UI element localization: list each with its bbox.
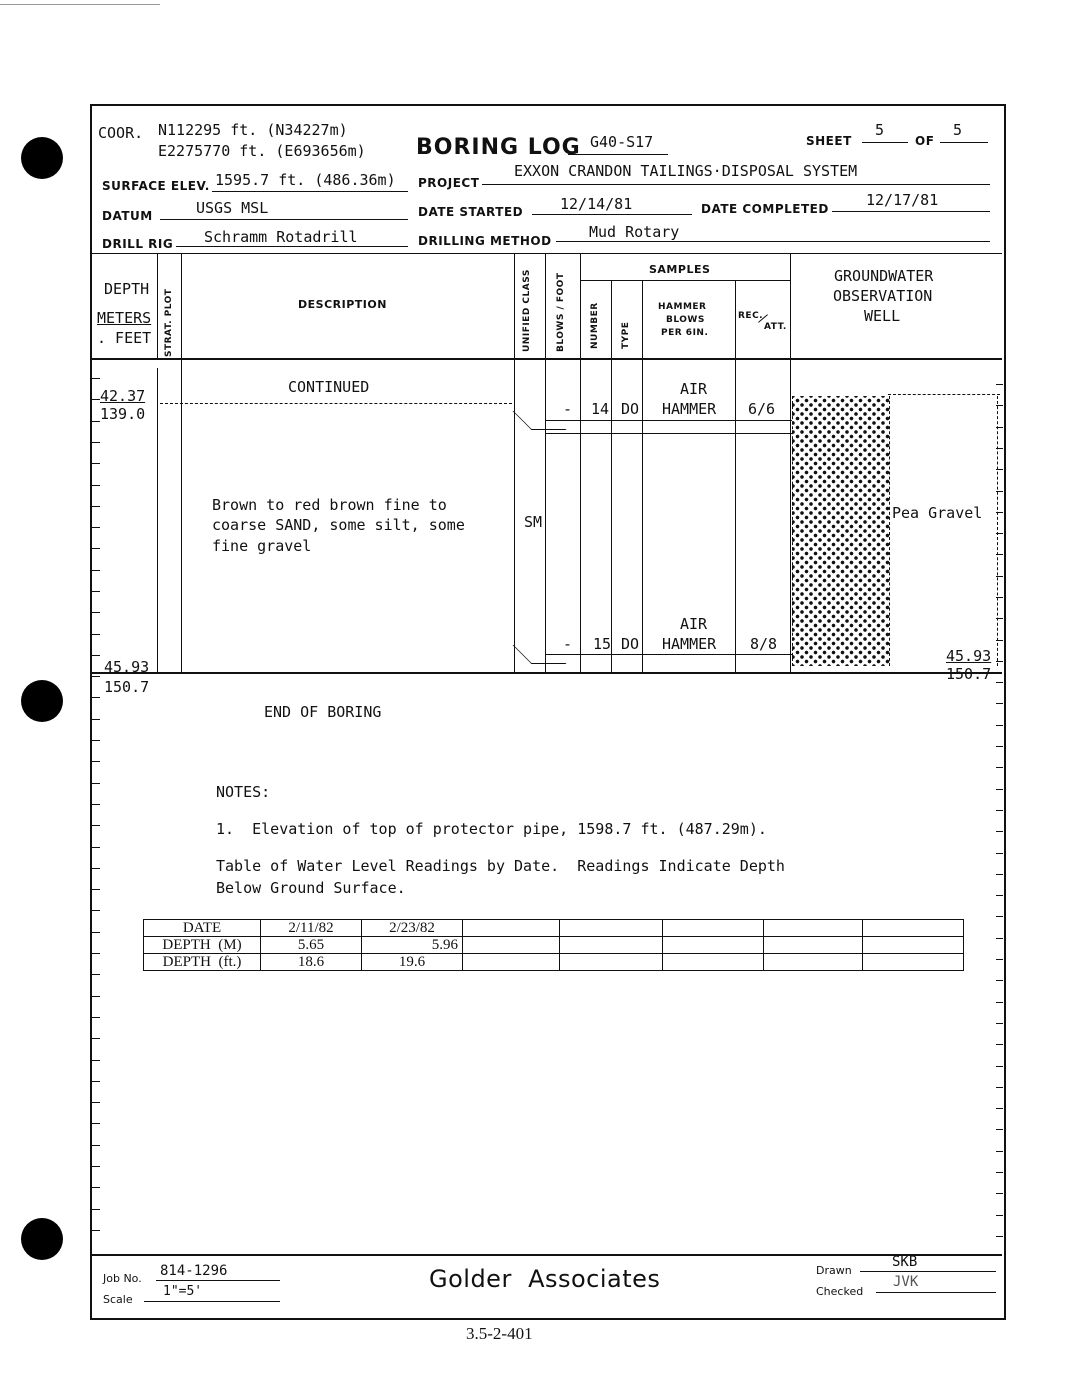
project-value: EXXON CRANDON TAILINGS·DISPOSAL SYSTEM: [514, 162, 858, 180]
description-line-2: coarse SAND, some silt, some: [212, 516, 465, 534]
sample-15-top-line: [545, 654, 792, 655]
depth-tick-right: [996, 938, 1003, 939]
depth-tick: [91, 1123, 100, 1124]
depth-tick: [91, 399, 100, 400]
sample-14-blows: -: [563, 400, 573, 418]
depth-tick-right: [996, 1023, 1003, 1024]
depth-tick-right: [996, 597, 1003, 598]
depth-tick-right: [996, 618, 1003, 619]
depth-tick: [91, 634, 100, 635]
col-groundwater-1: GROUNDWATER: [834, 267, 934, 285]
depth-tick-right: [996, 1236, 1003, 1237]
depth-tick: [91, 1209, 100, 1210]
depth-bottom-feet-right: 150.7: [946, 665, 992, 683]
depth-tick: [91, 868, 100, 869]
sample-14-hammer-1: AIR: [680, 380, 708, 398]
depth-tick: [91, 485, 100, 486]
depth-tick: [91, 719, 100, 720]
depth-tick-right: [996, 427, 1003, 428]
empty-cell: [560, 954, 663, 971]
col-line-type: [642, 280, 643, 672]
date-2: 2/23/82: [362, 920, 463, 937]
well-right-line: [997, 396, 998, 666]
sample-14-top-line: [545, 420, 792, 421]
checked-value: JVK: [893, 1274, 919, 1290]
coor-label: COOR.: [98, 124, 144, 142]
project-underline: [482, 184, 990, 185]
depth-tick-right: [996, 1002, 1003, 1003]
checked-label: Checked: [816, 1285, 864, 1298]
col-description: DESCRIPTION: [298, 298, 387, 311]
depth-tick: [91, 591, 100, 592]
scale-label: Scale: [103, 1293, 133, 1306]
footer-divider: [91, 1254, 1002, 1256]
depth-tick: [91, 761, 100, 762]
col-line-unified: [545, 254, 546, 672]
sample-15-blows: -: [563, 635, 573, 653]
drill-rig-label: DRILL RIG: [102, 237, 174, 251]
job-no-underline: [156, 1280, 280, 1281]
water-level-table: [143, 919, 964, 971]
sample-15-rec-att: 8/8: [750, 635, 778, 653]
job-no-label: Job No.: [103, 1272, 142, 1285]
date-started-value: 12/14/81: [560, 195, 633, 213]
col-blows-foot: BLOWS / FOOT: [556, 272, 566, 352]
depth-tick: [91, 1038, 100, 1039]
surface-elev-label: SURFACE ELEV.: [102, 179, 210, 193]
empty-cell: [764, 954, 863, 971]
depth-m-2: 5.96: [362, 937, 463, 954]
drawn-underline: [860, 1271, 996, 1272]
empty-cell: [663, 920, 764, 937]
row-label-depth-m: DEPTH (M): [144, 937, 261, 954]
col-unified-class: UNIFIED CLASS: [522, 269, 532, 352]
depth-tick: [91, 421, 100, 422]
empty-cell: [764, 920, 863, 937]
depth-tick-right: [996, 469, 1003, 470]
depth-tick-right: [996, 703, 1003, 704]
col-rec: REC.: [738, 311, 764, 321]
layer-boundary-dashed: [160, 403, 512, 404]
depth-m-1: 5.65: [261, 937, 362, 954]
well-top-dashed: [888, 394, 1000, 395]
depth-tick: [91, 548, 100, 549]
col-line-number: [611, 280, 612, 672]
depth-tick-right: [996, 1193, 1003, 1194]
depth-tick-right: [996, 853, 1003, 854]
depth-tick-right: [996, 640, 1003, 641]
sheet-number: 5: [875, 121, 885, 139]
depth-tick-right: [996, 1066, 1003, 1067]
depth-tick-right: [996, 725, 1003, 726]
unified-class-value: SM: [524, 513, 543, 531]
well-fill-label: Pea Gravel: [892, 504, 983, 522]
date-completed-label: DATE COMPLETED: [701, 202, 829, 216]
table-intro-1: Table of Water Level Readings by Date. Readings Indicate Depth: [216, 857, 785, 875]
depth-tick-right: [996, 682, 1003, 683]
depth-tick: [91, 1017, 100, 1018]
page-title: BORING LOG: [416, 135, 581, 160]
sheet-number-underline: [862, 142, 908, 143]
col-line-desc: [514, 254, 515, 672]
sample-14-number: 14: [591, 400, 610, 418]
datum-underline: [160, 219, 408, 220]
table-intro-2: Below Ground Surface.: [216, 879, 406, 897]
depth-tick: [91, 847, 100, 848]
depth-tick-right: [996, 491, 1003, 492]
depth-tick: [91, 889, 100, 890]
table-row: [144, 937, 964, 954]
log-bottom-line: [91, 672, 1002, 674]
column-header-bottom: [91, 358, 1002, 360]
col-groundwater-2: OBSERVATION: [833, 287, 933, 305]
table-row: [144, 920, 964, 937]
of-label: OF: [915, 134, 935, 148]
checked-underline: [876, 1292, 996, 1293]
col-type: TYPE: [621, 321, 631, 349]
depth-tick: [91, 676, 100, 677]
depth-ft-1: 18.6: [261, 954, 362, 971]
col-line-hammer: [735, 280, 736, 672]
depth-tick-right: [996, 1108, 1003, 1109]
depth-tick-right: [996, 533, 1003, 534]
empty-cell: [663, 937, 764, 954]
depth-tick: [91, 527, 100, 528]
row-label-depth-ft: DEPTH (ft.): [144, 954, 261, 971]
col-hammer-3: PER 6IN.: [661, 328, 709, 338]
page-number: 3.5-2-401: [466, 1324, 533, 1343]
punch-hole-middle: [21, 680, 63, 722]
depth-tick-right: [996, 1129, 1003, 1130]
depth-tick-right: [996, 661, 1003, 662]
depth-tick: [91, 506, 100, 507]
depth-tick: [91, 910, 100, 911]
depth-tick-right: [996, 789, 1003, 790]
sample-14-bottom-line: [545, 433, 792, 434]
depth-tick: [91, 783, 100, 784]
sample-15-hammer-2: HAMMER: [662, 635, 717, 653]
empty-cell: [663, 954, 764, 971]
depth-bottom-feet: 150.7: [104, 678, 150, 696]
empty-cell: [560, 937, 663, 954]
depth-tick: [91, 1102, 100, 1103]
depth-tick: [91, 804, 100, 805]
depth-bottom-meters-right: 45.93: [946, 647, 992, 665]
depth-tick-right: [996, 405, 1003, 406]
depth-tick: [91, 932, 100, 933]
notes-heading: NOTES:: [216, 783, 271, 801]
sample-15-hammer-1: AIR: [680, 615, 708, 633]
col-groundwater-3: WELL: [864, 307, 901, 325]
sample-14-type: DO: [621, 400, 640, 418]
drill-rig-underline: [176, 246, 408, 247]
col-line-strat: [181, 254, 182, 672]
depth-tick: [91, 442, 100, 443]
date-started-label: DATE STARTED: [418, 205, 524, 219]
job-no-value: 814-1296: [160, 1263, 228, 1279]
col-number: NUMBER: [590, 302, 600, 349]
date-started-underline: [532, 214, 692, 215]
depth-tick: [91, 1230, 100, 1231]
depth-tick-right: [996, 959, 1003, 960]
depth-tick: [91, 1187, 100, 1188]
sheet-total-underline: [940, 142, 988, 143]
coor-east: E2275770 ft. (E693656m): [158, 142, 366, 160]
company-name: Golder Associates: [429, 1265, 661, 1293]
drill-rig-value: Schramm Rotadrill: [204, 228, 358, 246]
drawn-value: SKB: [892, 1254, 918, 1270]
depth-tick: [91, 378, 100, 379]
surface-elev-value: 1595.7 ft. (486.36m): [215, 171, 396, 189]
drilling-method-underline: [556, 241, 990, 242]
boring-id-underline: [568, 154, 668, 155]
depth-tick-right: [996, 1172, 1003, 1173]
end-of-boring: END OF BORING: [264, 703, 382, 721]
col-line-rec: [790, 254, 791, 672]
col-hammer-2: BLOWS: [666, 315, 705, 325]
depth-tick: [91, 1081, 100, 1082]
depth-tick-right: [996, 916, 1003, 917]
empty-cell: [764, 937, 863, 954]
depth-tick: [91, 974, 100, 975]
col-att: ATT.: [764, 322, 787, 332]
depth-tick-right: [996, 810, 1003, 811]
coor-north: N112295 ft. (N34227m): [158, 121, 348, 139]
depth-tick: [91, 463, 100, 464]
drilling-method-value: Mud Rotary: [589, 223, 680, 241]
sample-15-number: 15: [593, 635, 612, 653]
depth-tick: [91, 953, 100, 954]
depth-tick: [91, 570, 100, 571]
col-strat-plot: STRAT. PLOT: [164, 288, 174, 357]
datum-value: USGS MSL: [196, 199, 269, 217]
description-line-3: fine gravel: [212, 537, 312, 555]
sheet-total: 5: [953, 121, 963, 139]
description-line-1: Brown to red brown fine to: [212, 496, 447, 514]
punch-hole-bottom: [21, 1218, 63, 1260]
depth-tick-right: [996, 767, 1003, 768]
datum-label: DATUM: [102, 209, 153, 223]
note-1: 1. Elevation of top of protector pipe, 1598.7 ft. (487.29m).: [216, 820, 767, 838]
depth-top-meters: 42.37: [100, 387, 146, 405]
sample-15-type: DO: [621, 635, 640, 653]
depth-tick-right: [996, 980, 1003, 981]
depth-tick: [91, 825, 100, 826]
empty-cell: [463, 920, 560, 937]
depth-tick-right: [996, 554, 1003, 555]
depth-tick-right: [996, 1044, 1003, 1045]
depth-tick-right: [996, 448, 1003, 449]
empty-cell: [463, 937, 560, 954]
depth-tick: [91, 1145, 100, 1146]
boring-id: G40-S17: [590, 133, 654, 151]
surface-elev-underline: [212, 191, 408, 192]
depth-bottom-meters: 45.93: [104, 658, 150, 676]
col-meters: METERS: [97, 309, 152, 327]
depth-tick-right: [996, 1151, 1003, 1152]
scale-underline: [144, 1301, 280, 1302]
sample-14-hammer-2: HAMMER: [662, 400, 717, 418]
drilling-method-label: DRILLING METHOD: [418, 234, 552, 248]
col-feet: . FEET: [97, 329, 152, 347]
row-label-date: DATE: [144, 920, 261, 937]
col-samples: SAMPLES: [649, 263, 711, 276]
empty-cell: [463, 954, 560, 971]
table-row: [144, 954, 964, 971]
depth-tick-right: [996, 1215, 1003, 1216]
drawn-label: Drawn: [816, 1264, 852, 1277]
empty-cell: [863, 954, 964, 971]
empty-cell: [560, 920, 663, 937]
project-label: PROJECT: [418, 176, 480, 190]
pea-gravel-fill: [792, 396, 890, 666]
col-line-depth-body: [157, 368, 158, 672]
continued-label: CONTINUED: [288, 378, 370, 396]
col-line-depth: [157, 254, 158, 358]
col-hammer-1: HAMMER: [658, 302, 707, 312]
depth-tick: [91, 655, 100, 656]
date-1: 2/11/82: [261, 920, 362, 937]
date-completed-underline: [832, 211, 990, 212]
depth-tick: [91, 740, 100, 741]
depth-tick-right: [996, 895, 1003, 896]
depth-tick: [91, 697, 100, 698]
depth-tick: [91, 1060, 100, 1061]
depth-tick: [91, 1166, 100, 1167]
depth-tick-right: [996, 576, 1003, 577]
depth-tick: [91, 612, 100, 613]
header-divider: [91, 253, 1002, 254]
depth-tick: [91, 996, 100, 997]
col-line-blows: [580, 254, 581, 672]
depth-tick-right: [996, 746, 1003, 747]
depth-top-feet: 139.0: [100, 405, 146, 423]
scale-value: 1"=5': [163, 1284, 203, 1299]
date-completed-value: 12/17/81: [866, 191, 939, 209]
punch-hole-top: [21, 137, 63, 179]
empty-cell: [863, 920, 964, 937]
sample-14-rec-att: 6/6: [748, 400, 776, 418]
depth-tick-right: [996, 1087, 1003, 1088]
empty-cell: [863, 937, 964, 954]
scan-mark-top-left: [0, 4, 160, 5]
depth-tick-right: [996, 831, 1003, 832]
depth-tick-right: [996, 384, 1003, 385]
depth-tick-right: [996, 874, 1003, 875]
depth-ft-2: 19.6: [362, 954, 463, 971]
sheet-label: SHEET: [806, 134, 852, 148]
col-depth: DEPTH: [104, 280, 150, 298]
depth-tick-right: [996, 512, 1003, 513]
